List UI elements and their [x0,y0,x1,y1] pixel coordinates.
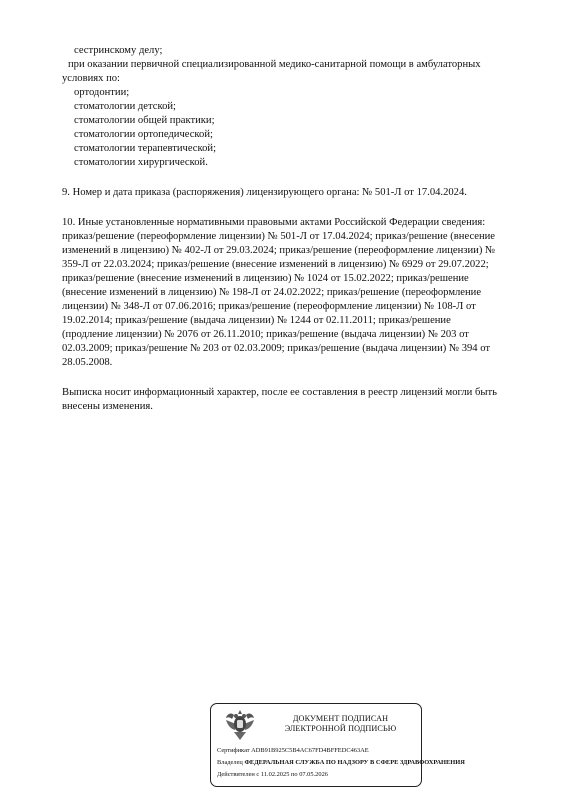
text-line: приказ/решение (внесение изменений в лицензию) № 1024 от 15.02.2022; приказ/решение [62,273,469,284]
text-line: стоматологии ортопедической; [74,129,213,140]
text-line: ортодонтии; [74,87,130,98]
text-line: 359-Л от 22.03.2024; приказ/решение (внесение изменений в лицензию) № 6929 от 29.07.2022; [62,259,489,270]
electronic-signature-stamp [210,703,465,787]
stamp-title-line2: ЭЛЕКТРОННОЙ ПОДПИСЬЮ [284,724,397,733]
text-line: 19.02.2014; приказ/решение (выдача лицензии) № 1244 от 02.11.2011; приказ/решение [62,315,451,326]
certificate-value: ADB91B925C5B4AC67FD4BFFEDC463AE [251,747,369,754]
stamp-certificate [217,747,369,754]
text-line: стоматологии терапевтической; [74,143,217,154]
text-line: 9. Номер и дата приказа (распоряжения) лицензирующего органа: № 501-Л от 17.04.2024. [62,187,467,198]
text-line: 28.05.2008. [62,357,113,368]
text-line: лицензии) № 348-Л от 07.06.2016; приказ/решение (переоформление лицензии) № 108-Л от [62,301,476,312]
text-line: приказ/решение (переоформление лицензии) № 501-Л от 17.04.2024; приказ/решение (внесение [62,231,496,242]
text-line: внесены изменения. [62,401,153,412]
owner-label: Владелец [217,759,243,766]
text-line: сестринскому делу; [74,45,163,56]
text-line: при оказании первичной специализированной медико-санитарной помощи в амбулаторных [68,59,481,70]
russian-coat-of-arms-icon [222,706,258,744]
stamp-owner [217,759,465,766]
stamp-title-line1: ДОКУМЕНТ ПОДПИСАН [292,714,389,723]
text-line: Выписка носит информационный характер, после ее составления в реестр лицензий могли быть [62,387,497,398]
text-line: стоматологии общей практики; [74,115,215,126]
text-line: стоматологии детской; [74,101,176,112]
text-line: изменений в лицензию) № 402-Л от 29.03.2024; приказ/решение (переоформление лицензии) № [62,245,496,256]
text-line: 10. Иные установленные нормативными правовыми актами Российской Федерации сведения: [62,217,486,228]
text-line: (внесение изменений в лицензию) № 198-Л от 24.02.2022; приказ/решение (переоформление [62,287,482,298]
text-line: (продление лицензии) № 2076 от 26.11.2010; приказ/решение (выдача лицензии) № 203 от [62,329,469,340]
text-line: стоматологии хирургической. [74,157,208,168]
text-line: условиях по: [62,73,120,84]
certificate-label: Сертификат [217,747,250,754]
text-line: 02.03.2009; приказ/решение № 203 от 02.03.2009; приказ/решение (выдача лицензии) № 394 от [62,343,491,354]
stamp-validity: Действителен с 11.02.2025 по 07.05.2026 [217,771,328,778]
owner-value: ФЕДЕРАЛЬНАЯ СЛУЖБА ПО НАДЗОРУ В СФЕРЕ ЗДРАВООХРАНЕНИЯ [244,759,465,766]
